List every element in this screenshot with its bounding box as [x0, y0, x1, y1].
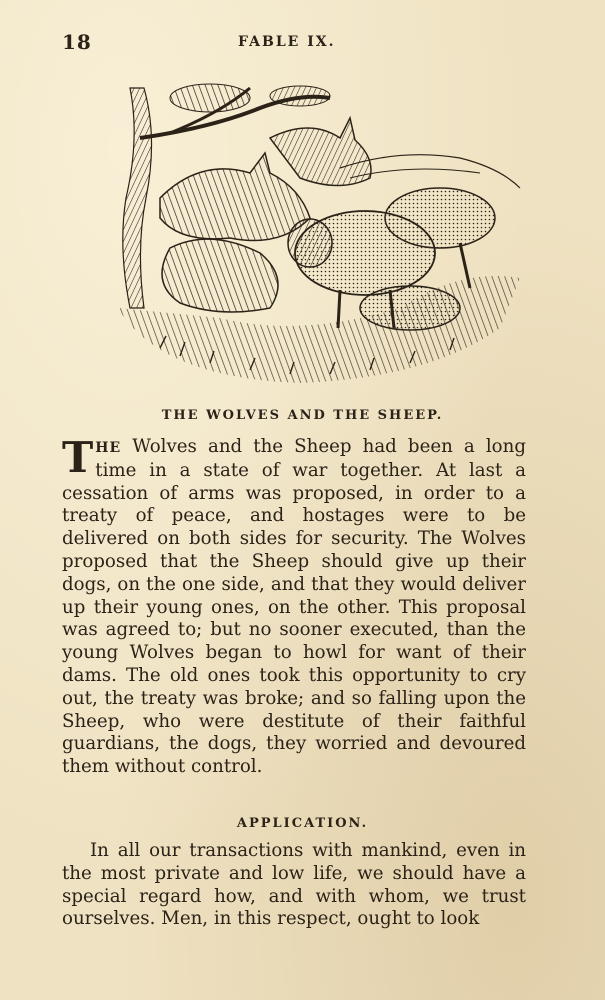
woodcut-illustration	[100, 78, 530, 388]
fable-body: Wolves and the Sheep had been a long time in a state of war together. At last a cessation of arms was proposed, in order to a treaty of peace, and hostages were to be delivered on both sides for security. The Wolves proposed that the Sheep should give up their dogs, on the one side, and that they would deliver up their young ones, on the other. This proposal was agreed to; but no sooner executed, than the young Wolves began to howl for want of their dams. The old ones took this opportunity to cry out, the treaty was broke; and so falling upon the Sheep, who were destitute of their faithful guardians, the dogs, they worried and devoured them without control.	[62, 436, 526, 778]
application-heading: APPLICATION.	[236, 816, 369, 831]
running-head: FABLE IX.	[238, 34, 336, 50]
application-text: In all our transactions with mankind, even in the most private and low life, we should have a special regard how, and with whom, we trust ourselves. Men, in this respect, ought to look	[62, 840, 526, 930]
drop-cap: T	[62, 433, 94, 482]
page-number: 18	[62, 30, 92, 54]
fable-text	[62, 433, 526, 779]
illustration-caption: THE WOLVES AND THE SHEEP.	[161, 408, 444, 423]
scene	[118, 84, 520, 383]
small-caps: HE	[95, 440, 122, 456]
